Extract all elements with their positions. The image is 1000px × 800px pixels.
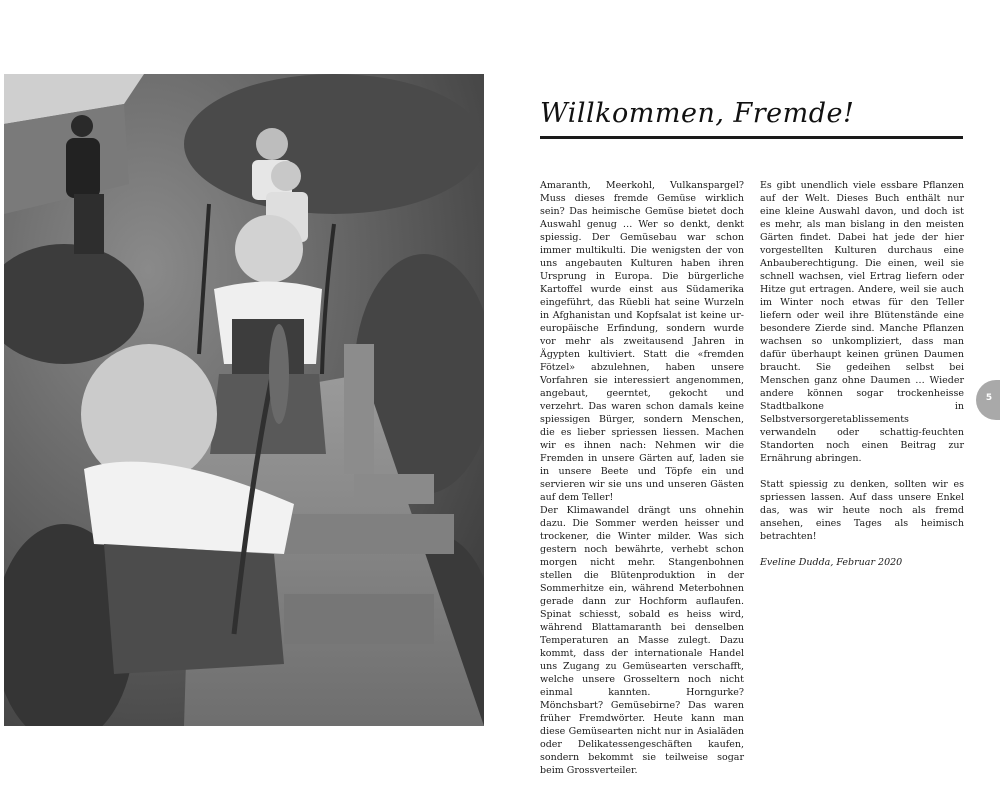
garden-children-photo — [4, 74, 484, 726]
paragraph: Es gibt unendlich viele essbare Pflanzen auf der Welt. Dieses Buch enthält nur eine kleine Auswahl davon, und doch ist es mehr, als man bislang in den meisten Gärten findet. Dabei hat jede der hier vorgestellten Kulturen durchaus eine Anbauberechtigung. Die einen, weil sie schnell wachsen, viel Ertrag liefern oder Hitze gut ertragen. Andere, weil sie auch im Winter noch etwas für den Teller liefern oder weil ihre Blütenstände eine besondere Zierde sind. Manche Pflanzen wachsen so unkompliziert, dass man dafür überhaupt keinen grünen Daumen braucht. Sie gedeihen selbst bei Menschen ganz ohne Daumen … Wieder andere können sogar trockenheisse Stadtbalkone in Selbstversorgeretablissements verwandeln oder schattig-feuchten Standorten noch einen Beitrag zur Ernährung abringen. — [760, 180, 964, 464]
page-title: Willkommen, Fremde! — [540, 98, 855, 129]
page-number: 5 — [985, 393, 993, 403]
right-text-column — [760, 179, 964, 569]
paragraph: Amaranth, Meerkohl, Vulkanspargel? Muss dieses fremde Gemüse wirklich sein? Das heimische Gemüse bietet doch Auswahl genug … Wer so denkt, denkt spiessig. Der Gemüsebau war schon immer multikulti. Die wenigsten der von uns angebauten Kulturen haben ihren Ursprung in Europa. Die bürgerliche Kartoffel wurde einst aus Südamerika eingeführt, das Rüebli hat seine Wurzeln in Afghanistan und Kopfsalat ist keine ur-europäische Erfindung, sondern wurde vor mehr als zweitausend Jahren in Ägypten kultiviert. Statt die «fremden Fötzel» abzulehnen, haben unsere Vorfahren sie interessiert angenommen, angebaut, geerntet, gekocht und verzehrt. Das waren schon damals keine spiessigen Bürger, sondern Menschen, die es lieber spriessen liessen. Machen wir es ihnen nach: Nehmen wir die Fremden in unsere Gärten auf, laden sie in unsere Beete und Töpfe ein und servieren wir sie uns und unseren Gästen auf dem Teller! — [540, 180, 744, 503]
left-text-column — [540, 179, 744, 777]
paragraph: Der Klimawandel drängt uns ohnehin dazu. Die Sommer werden heisser und trockener, die Winter milder. Was sich gestern noch bewährte, verhebt schon morgen nicht mehr. Stangenbohnen stellen die Blütenproduktion in der Sommerhitze ein, während Meterbohnen gerade dann zur Hochform auflaufen. Spinat schiesst, sobald es heiss wird, während Blattamaranth bei denselben Temperaturen an Masse zulegt. Dazu kommt, dass der internationale Handel uns Zugang zu Gemüsearten verschafft, welche unsere Grosseltern noch nicht einmal kannten. Horngurke? Mönchsbart? Gemüsebirne? Das waren früher Fremdwörter. Heute kann man diese Gemüsearten nicht nur in Asialäden oder Delikatessengeschäften kaufen, sondern bekommt sie teilweise sogar beim Grossverteiler. — [540, 505, 744, 776]
author-signature: Eveline Dudda, Februar 2020 — [760, 557, 903, 568]
paragraph: Statt spiessig zu denken, sollten wir es spriessen lassen. Auf dass unsere Enkel das, was wir heute noch als fremd ansehen, eines Tages als heimisch betrachten! — [760, 479, 964, 542]
title-rule — [540, 136, 963, 139]
